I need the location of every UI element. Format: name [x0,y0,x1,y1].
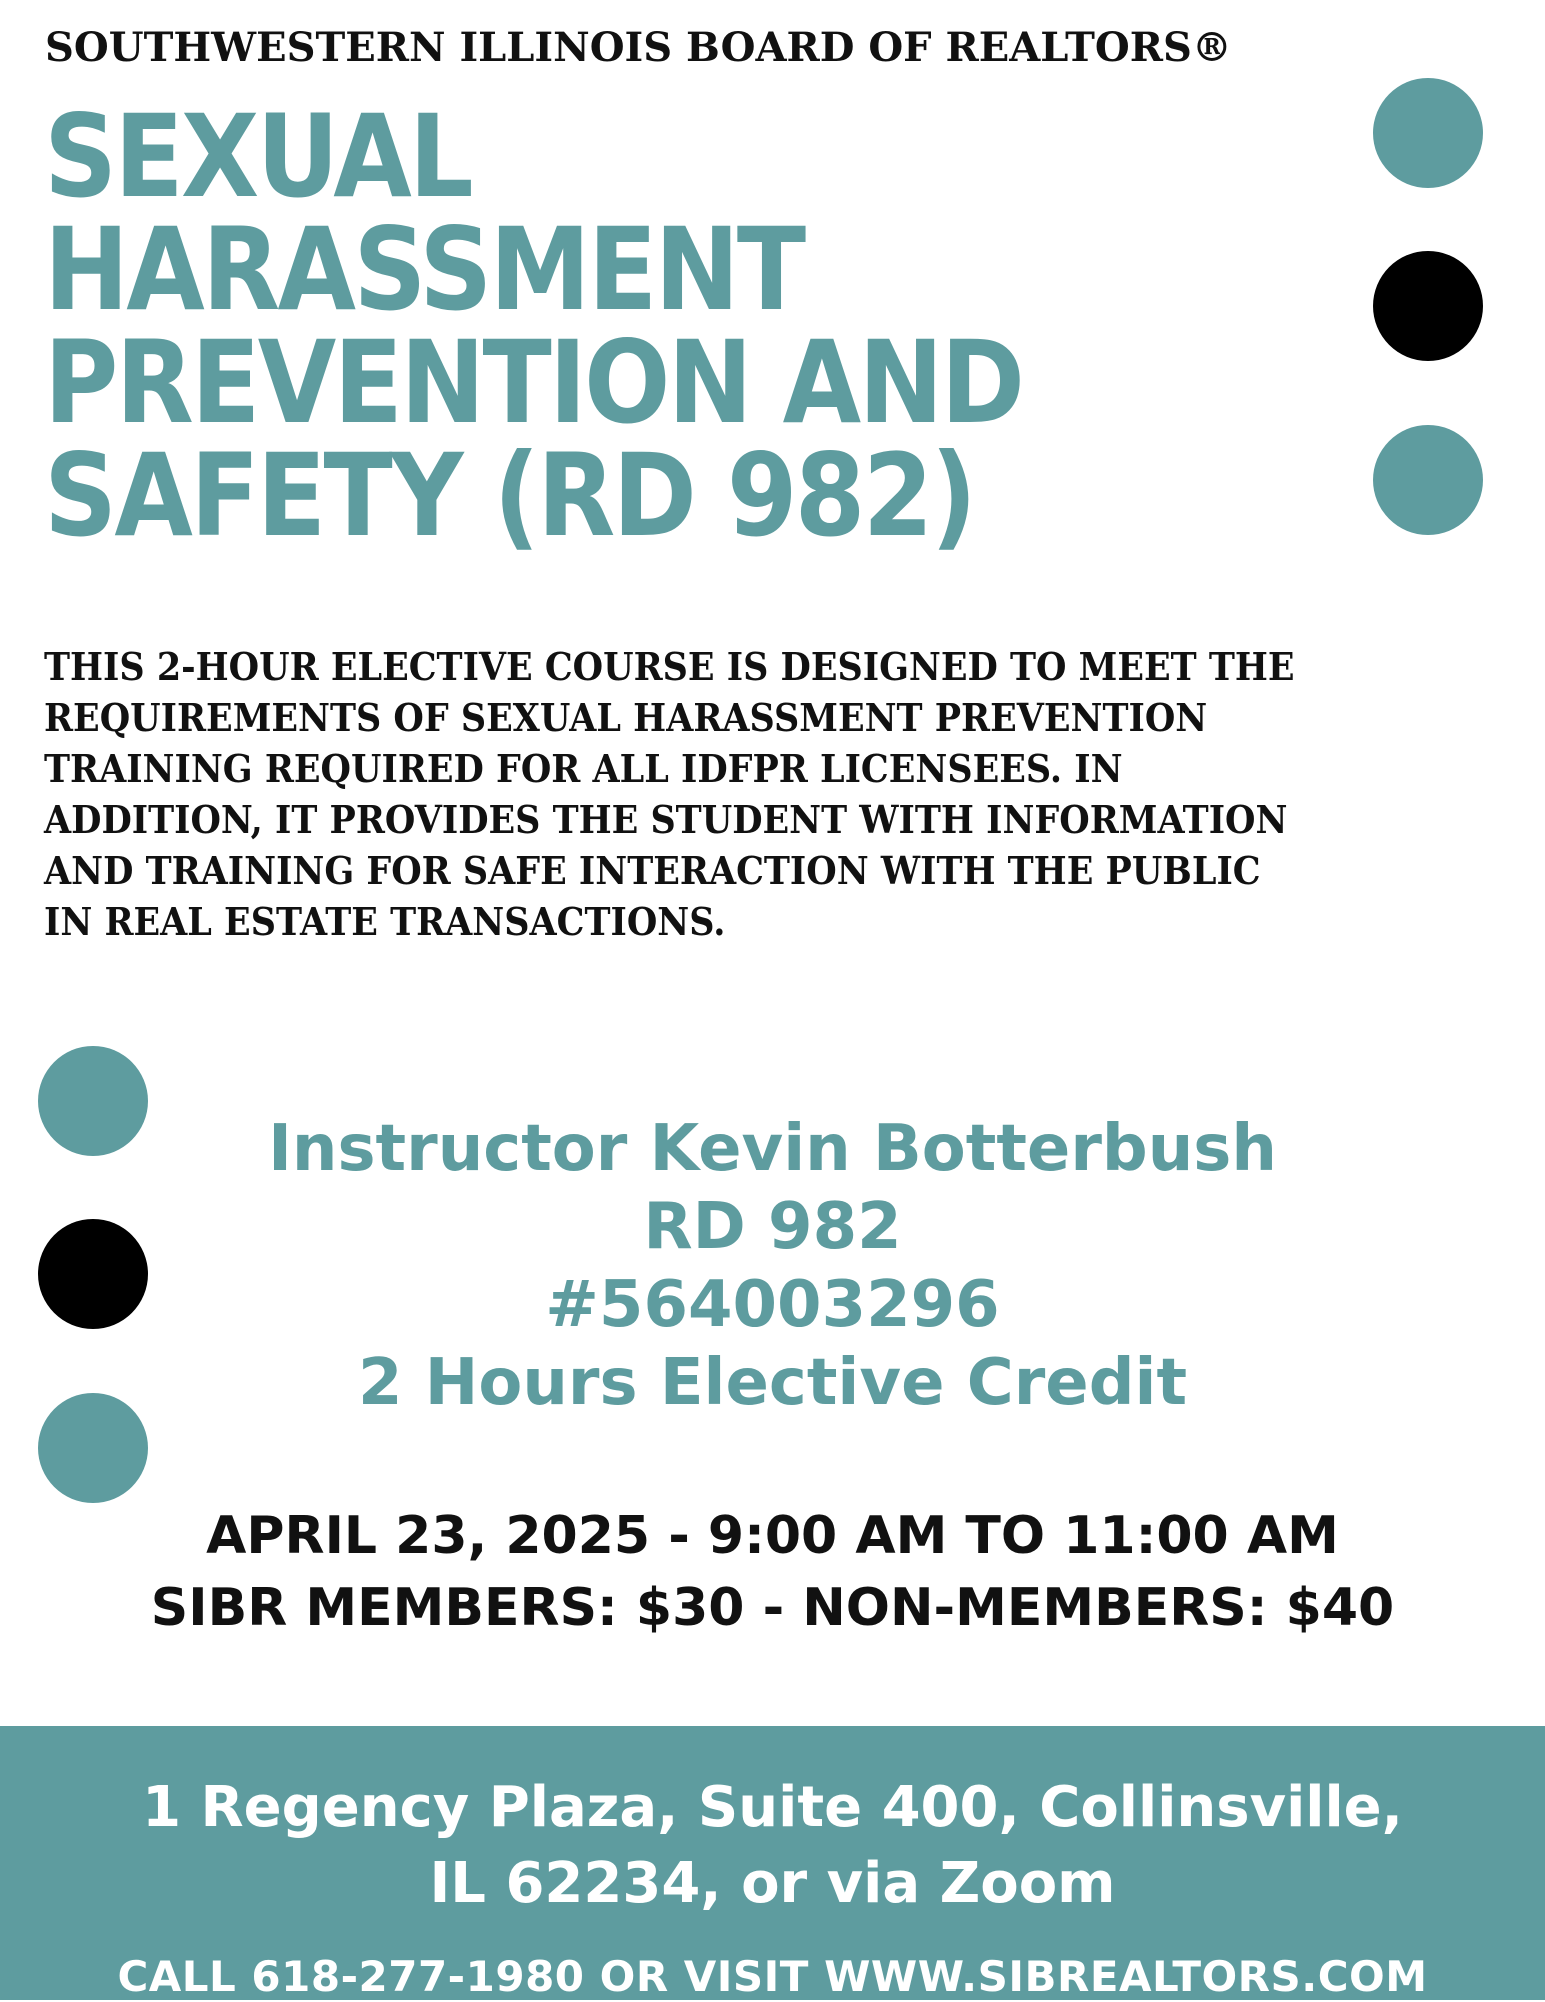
title-line: SEXUAL [44,90,472,223]
address-line: 1 Regency Plaza, Suite 400, Collinsville, [142,1775,1403,1840]
title-line: SAFETY (RD 982) [44,429,975,562]
instructor-name: Instructor Kevin Botterbush [268,1112,1277,1186]
organization-name: SOUTHWESTERN ILLINOIS BOARD OF REALTORS® [45,24,1232,71]
address [0,1726,1545,1922]
address-line: IL 62234, or via Zoom [429,1851,1116,1916]
event-pricing: SIBR MEMBERS: $30 - NON-MEMBERS: $40 [150,1578,1395,1638]
footer-banner [0,1726,1545,2000]
course-description [44,641,1514,947]
description-line: IN REAL ESTATE TRANSACTIONS. [44,899,726,944]
description-line: AND TRAINING FOR SAFE INTERACTION WITH THE PUBLIC [44,848,1261,893]
title-line: HARASSMENT [44,203,804,336]
course-code: RD 982 [643,1190,902,1264]
description-line: THIS 2-HOUR ELECTIVE COURSE IS DESIGNED TO MEET THE [44,644,1295,689]
decorative-dot [1373,251,1483,361]
decorative-dot [1373,425,1483,535]
title-line: PREVENTION AND [44,316,1023,449]
event-datetime: APRIL 23, 2025 - 9:00 AM TO 11:00 AM [206,1506,1339,1566]
description-line: ADDITION, IT PROVIDES THE STUDENT WITH INFORMATION [44,797,1288,842]
contact-info: CALL 618-277-1980 OR VISIT WWW.SIBREALTORS.COM [117,1952,1428,2001]
course-credit: 2 Hours Elective Credit [357,1346,1188,1420]
description-line: TRAINING REQUIRED FOR ALL IDFPR LICENSEES. IN [44,746,1123,791]
description-line: REQUIREMENTS OF SEXUAL HARASSMENT PREVENTION [44,695,1208,740]
course-info [0,1110,1545,1422]
course-number: #564003296 [545,1268,1000,1342]
course-title [44,90,1143,562]
event-details [0,1500,1545,1644]
decorative-dot [1373,78,1483,188]
